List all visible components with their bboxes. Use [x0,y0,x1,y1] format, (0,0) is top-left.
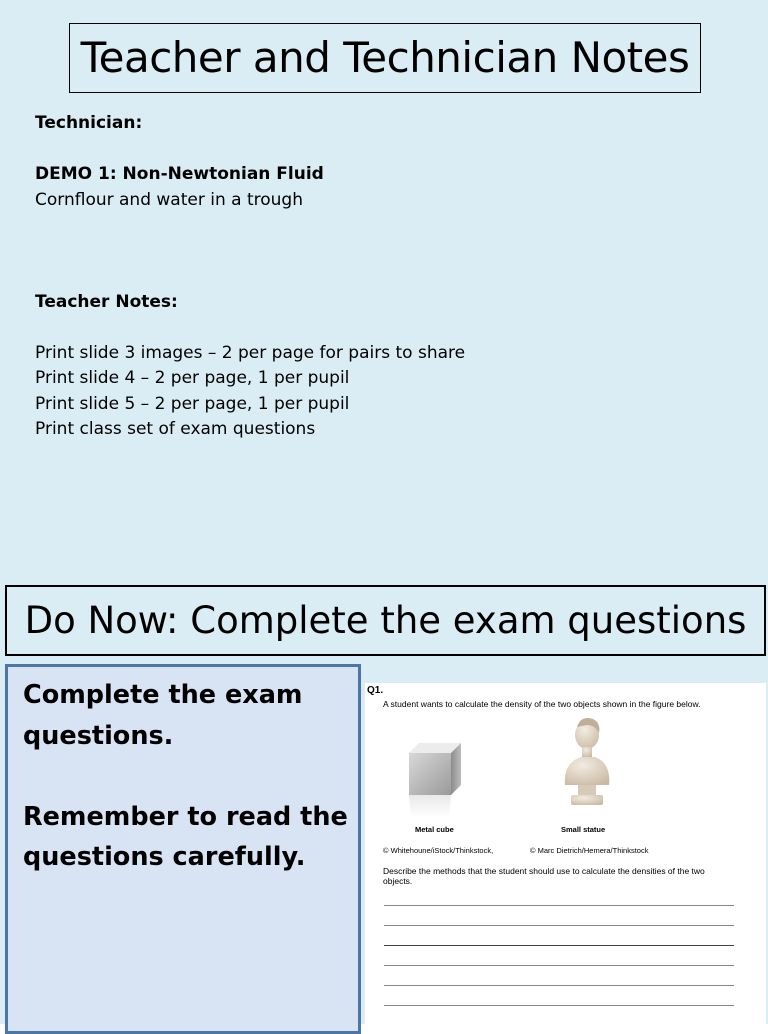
small-statue-caption: Small statue [561,825,606,834]
answer-line [384,945,734,946]
slide-title: Teacher and Technician Notes [69,23,701,93]
answer-line [384,925,734,926]
instruction-line: Complete the exam [23,680,303,710]
do-now-title: Do Now: Complete the exam questions [5,585,766,656]
technician-heading: Technician: [35,113,143,133]
image-credit: © Whitehoune/iStock/Thinkstock, [383,846,494,855]
teacher-note-item: Print class set of exam questions [35,419,316,439]
teacher-notes-heading: Teacher Notes: [35,291,178,312]
exam-question-image [365,683,766,1024]
do-now-slide [0,578,768,1024]
notes-body [35,111,735,443]
answer-line [384,965,734,966]
teacher-note-item: Print slide 4 – 2 per page, 1 per pupil [35,368,350,388]
metal-cube-caption: Metal cube [415,825,454,834]
question-number: Q1. [367,685,384,696]
small-statue-image [551,713,621,816]
answer-line [384,1005,734,1006]
instruction-line: questions carefully. [23,842,306,872]
demo-text: Cornflour and water in a trough [35,189,303,210]
teacher-note-item: Print slide 5 – 2 per page, 1 per pupil [35,393,350,414]
answer-line [384,985,734,986]
image-credit: © Marc Dietrich/Hemera/Thinkstock [530,846,649,855]
instruction-line: Remember to read the [23,801,348,832]
demo-heading: DEMO 1: Non-Newtonian Fluid [35,164,324,184]
question-text: A student wants to calculate the density of the two objects shown in the figure below. [383,699,701,709]
answer-line [384,905,734,906]
metal-cube-image [381,733,491,828]
teacher-note-item: Print slide 3 images – 2 per page for pairs to share [35,342,466,363]
instruction-line: questions. [23,720,174,751]
instructions-panel [5,664,361,1034]
question-task: Describe the methods that the student should use to calculate the densities of the two objects. [383,866,705,886]
